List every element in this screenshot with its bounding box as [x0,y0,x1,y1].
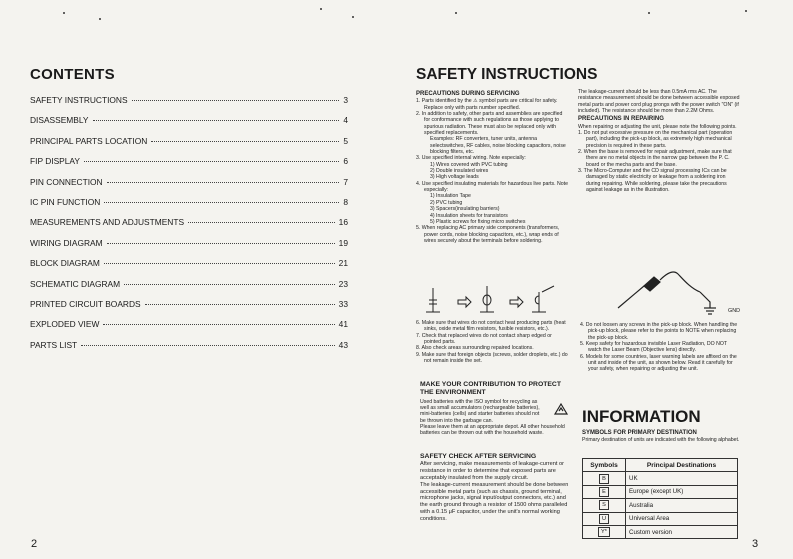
servicing-item: 9. Make sure that foreign objects (screws, solder droplets, etc.) do not remain inside the set. [416,351,568,365]
symbol-cell [583,485,626,498]
servicing-item: 8. Also check areas surrounding repaired locations. [416,345,534,352]
servicing-item: 1. Parts identified by the ⚠ symbol parts are critical for safety. Replace only with parts number specified. [416,98,558,111]
toc-entry-title: BLOCK DIAGRAM [30,258,100,269]
toc-entry-page: 23 [338,278,348,289]
servicing-heading: PRECAUTIONS DURING SERVICING [416,91,520,97]
toc-entry [30,136,348,156]
table-of-contents [30,95,348,360]
toc-entry-title: MEASUREMENTS AND ADJUSTMENTS [30,217,185,228]
toc-entry-page: 3 [343,95,348,105]
servicing-item: 2. In addition to safety, other parts and assemblies are specified for conformance with such regulations as those applying to spurious radiation. These must also be replaced only with specified replacements. [416,111,563,137]
toc-dot-leader [151,141,339,142]
toc-entry-page: 16 [338,217,348,228]
wire-wrap-illustration [420,284,570,316]
toc-entry-title: SAFETY INSTRUCTIONS [30,95,128,105]
repairing-item: 3. The Micro-Computer and the CD signal processing ICs can be damaged by static electricity or leakage from a soldering iron during repairing. While soldering, please take the precautions against leakage as in the illustration. [578,168,727,194]
contents-title: CONTENTS [30,66,115,83]
toc-dot-leader [93,120,340,121]
leakage-text: The leakage-current should be less than 0.5mA rms AC. The resistance measurement should be done between accessible exposed metal parts and power cord plug prongs with the power switch "ON" (if included). The resistance should be more than 2.2M Ohms. [578,89,740,115]
scan-speck [99,18,101,20]
toc-entry [30,217,348,237]
toc-entry-page: 8 [343,196,348,207]
destination-cell: UK [626,472,738,485]
toc-entry-title: PARTS LIST [30,339,78,350]
toc-entry-title: SCHEMATIC DIAGRAM [30,278,121,289]
servicing-item: 5. When replacing AC primary side components (transformers, power cords, noise blocking capacitors, etc.), wrap ends of wires securely about the terminals before soldering. [416,225,560,244]
soldering-iron-illustration [600,262,732,316]
servicing-item: 1) Wires covered with PVC tubing [430,161,508,168]
toc-entry-page: 43 [338,339,348,350]
toc-entry-title: PRINTED CIRCUIT BOARDS [30,298,141,309]
toc-entry-page: 7 [343,176,348,187]
scan-speck [320,8,322,10]
toc-entry [30,279,348,299]
recycling-icon [552,402,570,420]
destination-symbol: B [599,474,609,484]
table-row [583,472,738,485]
toc-entry [30,95,348,115]
repairing-item: 2. When the base is removed for repair adjustment, make sure that there are no metal objects in the narrow gap between the P. C. board or the mecha parts and the base. [578,149,732,168]
destination-heading: SYMBOLS FOR PRIMARY DESTINATION [582,430,697,436]
servicing-item: 5) Plastic screws for fixing micro switches [430,218,526,225]
repairing-intro: When repairing or adjusting the unit, please note the following points. [578,123,737,130]
toc-dot-leader [107,243,335,244]
safety-check-section [420,453,570,523]
toc-entry-title: EXPLODED VIEW [30,319,100,330]
toc-dot-leader [124,284,335,285]
scan-speck [352,16,354,18]
symbol-cell [583,472,626,485]
toc-entry [30,115,348,135]
toc-dot-leader [103,324,334,325]
symbol-cell [583,499,626,512]
servicing-item: 2) PVC tubing [430,199,463,206]
servicing-item: 3. Use specified internal wiring. Note especially: [416,155,526,162]
scan-speck [63,12,65,14]
toc-dot-leader [188,222,335,223]
toc-entry-title: PIN CONNECTION [30,176,103,187]
safety-check-text: The leakage-current measurement should be done between accessible metal parts (such as chassis, ground terminal, microphone jacks, signal input/output connectors, etc.) and the earth ground through a resistor of 1500 ohms paralleled with a 0.15 μF capacitor, under the unit's normal working conditions. [420,481,569,522]
safety-check-heading: SAFETY CHECK AFTER SERVICING [420,453,537,460]
toc-entry-page: 21 [338,258,348,269]
servicing-item: 3) Spacers(insulating barriers) [430,206,500,213]
table-row [583,512,738,525]
scan-speck [455,12,457,14]
leakage-and-repairing-section [578,89,740,193]
toc-entry-title: IC PIN FUNCTION [30,196,101,207]
repairing-item: 6. Models for some countries, laser warning labels are affixed on the unit and inside of the unit, as shown below. Read it carefully for your safety, when repairing or adjusting the unit. [580,353,737,373]
toc-entry-page: 41 [338,319,348,330]
page-number-left: 2 [31,538,38,550]
scan-speck [745,10,747,12]
safety-check-text: After servicing, make measurements of leakage-current or resistance in order to determine that exposed parts are acceptably insulated from the supply circuit. [420,461,564,481]
table-row [583,499,738,512]
information-title: INFORMATION [582,407,701,426]
servicing-item: 2) Double insulated wires [430,168,489,175]
servicing-item: 3) High voltage leads [430,174,479,181]
table-row [583,485,738,498]
destination-section [582,429,742,444]
toc-entry [30,299,348,319]
destination-cell: Universal Area [626,512,738,525]
toc-entry-title: PRINCIPAL PARTS LOCATION [30,135,148,146]
toc-entry-page: 4 [343,115,348,126]
destination-cell: Europe (except UK) [626,485,738,498]
destination-symbol: U [599,514,609,524]
toc-entry-page: 6 [343,156,348,167]
toc-entry [30,156,348,176]
repairing-heading: PRECAUTIONS IN REPAIRING [578,116,664,123]
environment-heading: MAKE YOUR CONTRIBUTION TO PROTECT THE ENVIRONMENT [420,381,561,397]
gnd-label: GND [728,308,740,314]
destination-table [582,458,738,539]
toc-dot-leader [107,182,340,183]
repairing-item: 5. Keep safety for hazardous invisible Laser Radiation, DO NOT watch the Laser Beam (Objective lens) directly. [580,341,727,354]
column-header-destinations: Principal Destinations [626,459,738,472]
symbol-cell [583,525,626,538]
toc-dot-leader [132,100,340,101]
toc-entry-page: 33 [338,298,348,309]
page-number-right: 3 [752,538,759,550]
destination-cell: Australia [626,499,738,512]
toc-entry [30,340,348,360]
servicing-item: 1) Insulation Tape [430,193,471,200]
servicing-section-continued [416,320,569,364]
destination-symbol: Y* [598,527,610,537]
toc-dot-leader [84,161,339,162]
toc-dot-leader [104,263,335,264]
toc-dot-leader [145,304,335,305]
column-header-symbols: Symbols [583,459,626,472]
servicing-section [416,90,569,244]
toc-entry [30,319,348,339]
toc-entry-page: 19 [338,237,348,248]
servicing-item: 4) Insulation sheets for transistors [430,212,508,219]
environment-text: Please leave them at an appropriate depot. All other household batteries can be thrown out with the household waste. [420,423,565,437]
toc-entry [30,238,348,258]
environment-text: Used batteries with the ISO symbol for recycling as well as small accumulators (rechargeable batteries), mini-batteries (cells) and starter batteries should not be thrown into the garbage can. [420,398,540,424]
servicing-item: 6. Make sure that wires do not contact heat producing parts (heat sinks, oxide metal film resistors, fusible resistors, etc.). [416,320,566,333]
destination-cell: Custom version [626,525,738,538]
symbol-cell [583,512,626,525]
destination-symbol: E [599,487,609,497]
repairing-item: 1. Do not put excessive pressure on the mechanical part (operation part), including the pick-up block, as extremely high mechanical precision is required in these parts. [578,130,733,149]
table-row [583,525,738,538]
toc-dot-leader [104,202,339,203]
servicing-item: 4. Use specified insulating materials for hazardous live parts. Note especially: [416,180,568,194]
destination-intro: Primary destination of units are indicated with the following alphabet. [582,437,740,444]
toc-entry-title: WIRING DIAGRAM [30,237,103,248]
servicing-item: 7. Check that replaced wires do not contact sharp edged or pointed parts. [416,332,552,346]
servicing-item: Examples: RF converters, tuner units, antenna selectswitches, RF cables, noise blocking capacitors, noise blocking filters, etc. [430,136,566,156]
environment-section [420,381,568,437]
toc-entry-page: 5 [343,135,348,146]
toc-entry-title: DISASSEMBLY [30,115,89,126]
toc-entry [30,197,348,217]
table-header-row [583,459,738,472]
toc-entry [30,258,348,278]
safety-instructions-title: SAFETY INSTRUCTIONS [416,66,598,83]
toc-entry [30,177,348,197]
repairing-item: 4. Do not loosen any screws in the pick-up block. When handling the pick-up block, please refer to the points to NOTE when replacing the pick-up block. [580,322,738,341]
destination-symbol: S [599,500,609,510]
toc-dot-leader [81,345,335,346]
toc-entry-title: FIP DISPLAY [30,156,80,167]
scan-speck [648,12,650,14]
repairing-section-continued [580,322,740,373]
